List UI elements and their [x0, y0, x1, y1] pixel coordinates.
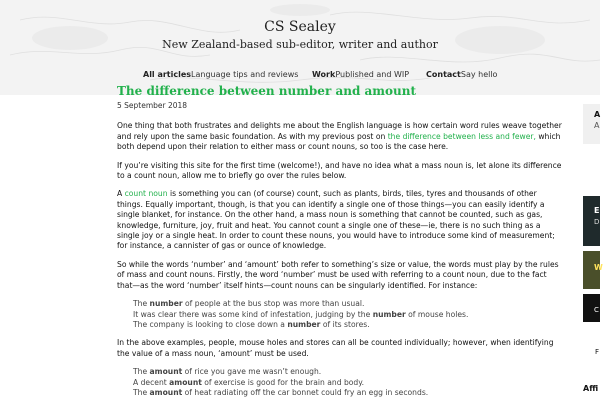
link-less-fewer[interactable]: the difference between less and fewer,: [387, 131, 536, 141]
site-title[interactable]: CS Sealey: [264, 19, 336, 35]
paragraph-mass-noun: In the above examples, people, mouse holes and stores can all be counted individually; however, when identifying the value of a mass noun, ‘amount’ must be used.: [117, 338, 554, 358]
nav-sub: Published and WIP: [335, 70, 410, 79]
paragraph-welcome: If you’re visiting this site for the first time (welcome!), and have no idea what a mass noun is, let alone its difference to a count noun, allow me to briefly go over the rules below.: [117, 160, 562, 181]
nav-item-contact[interactable]: [426, 70, 497, 79]
text: which both depend upon their relation to either mass or count nouns, so too is the case here.: [117, 131, 561, 152]
paragraph-count-noun: [117, 189, 562, 251]
article: [117, 84, 562, 406]
examples-amount: [133, 367, 562, 398]
link-count-noun[interactable]: count noun: [124, 189, 168, 199]
nav-label: Contact: [426, 70, 461, 79]
site-header: [0, 0, 600, 95]
sidebar-card-1[interactable]: A A: [583, 104, 600, 144]
nav-sub: Language tips and reviews: [191, 70, 299, 79]
nav-sub: Say hello: [460, 70, 498, 79]
nav-item-work[interactable]: [312, 70, 409, 79]
main-nav: [0, 70, 600, 82]
example-line: The amount of heat radiating off the car bonnet could fry an egg in seconds.: [133, 387, 429, 397]
example-line: A decent amount of exercise is good for the brain and body.: [133, 377, 365, 387]
post-title[interactable]: The difference between number and amount: [117, 84, 416, 98]
sidebar-book-2[interactable]: W: [583, 251, 600, 289]
sidebar-text-f: F: [595, 348, 600, 356]
text: One thing that both frustrates and delights me about the English language is how certain word rules weave together and rely upon the same basic foundation. As with my previous post on: [117, 121, 562, 141]
nav-item-all-articles[interactable]: [143, 70, 298, 79]
examples-number: [133, 299, 562, 330]
paragraph-number-amount: So while the words ‘number’ and ‘amount’ both refer to something’s size or value, the words must play by the rules of mass and count nouns. Firstly, the word ‘number’ must be used with referring to a count noun, due to the fact that—as the word ‘number’ itself hints—count nouns can be singularly identified. For instance:: [117, 259, 559, 290]
example-line: It was clear there was some kind of infestation, judging by the number of mouse holes.: [133, 309, 469, 319]
paragraph-intro: [117, 121, 562, 152]
example-line: The amount of rice you gave me wasn’t enough.: [133, 367, 322, 377]
nav-label: All articles: [143, 70, 192, 79]
site-tagline: New Zealand-based sub-editor, writer and author: [162, 38, 438, 51]
example-line: The company is looking to close down a number of its stores.: [133, 319, 370, 329]
sidebar: [583, 104, 603, 400]
sidebar-book-1[interactable]: E D: [583, 196, 600, 246]
text: is something you can (of course) count, such as plants, birds, tiles, tyres and thousands of other things. Equally important, though, is that you can identify a single one of those things—you can easily identify a single blanket, for instance. On the other hand, a mass noun is something that cannot be counted, such as gas, knowledge, furniture, joy, fruit and heat. You cannot count a single one of these—ie, there is no such thing as a single joy or a single heat. In order to count these nouns, you would have to introduce some kind of measurement; for instance, a cannister of gas or ounce of knowledge.: [117, 189, 555, 251]
nav-label: Work: [312, 70, 336, 79]
example-line: The number of people at the bus stop was more than usual.: [133, 299, 365, 309]
text: A: [117, 189, 125, 199]
sidebar-book-3[interactable]: C: [583, 294, 600, 322]
sidebar-affiliates-heading: Affi: [583, 384, 599, 393]
post-date: 5 September 2018: [117, 101, 188, 110]
